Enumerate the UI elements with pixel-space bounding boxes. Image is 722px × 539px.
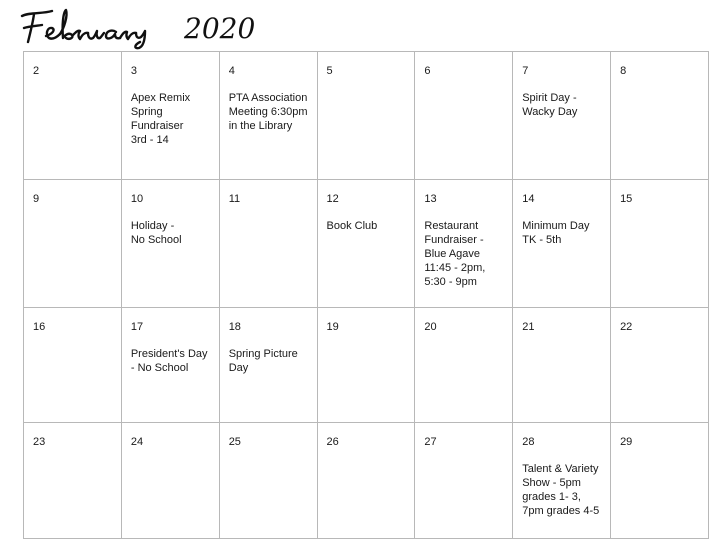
calendar-day-cell bbox=[219, 180, 317, 308]
day-number: 5 bbox=[326, 65, 333, 77]
day-event: Minimum Day TK - 5th bbox=[522, 220, 590, 246]
day-number: 16 bbox=[33, 321, 46, 333]
day-number: 29 bbox=[620, 436, 633, 448]
day-event: Book Club bbox=[326, 220, 378, 232]
calendar-day-cell bbox=[24, 308, 122, 423]
calendar-day-cell bbox=[415, 52, 513, 180]
calendar-day-cell bbox=[513, 180, 611, 308]
day-number: 22 bbox=[620, 321, 633, 333]
day-number: 23 bbox=[33, 436, 46, 448]
calendar-day-cell bbox=[121, 423, 219, 539]
day-number: 15 bbox=[620, 193, 633, 205]
day-number: 11 bbox=[228, 193, 241, 205]
day-number: 21 bbox=[522, 321, 535, 333]
calendar-day-cell bbox=[415, 308, 513, 423]
day-number: 19 bbox=[326, 321, 339, 333]
calendar-day-cell bbox=[317, 52, 415, 180]
day-event: Talent & Variety Show - 5pm grades 1- 3, 7pm grades 4-5 bbox=[522, 463, 600, 517]
day-number: 6 bbox=[424, 65, 431, 77]
day-number: 7 bbox=[522, 65, 529, 77]
day-number: 14 bbox=[522, 193, 535, 205]
day-event: President's Day - No School bbox=[130, 348, 208, 374]
day-number: 8 bbox=[620, 65, 627, 77]
calendar-day-cell bbox=[219, 52, 317, 180]
day-number: 13 bbox=[424, 193, 437, 205]
calendar-day-cell bbox=[121, 180, 219, 308]
calendar-day-cell bbox=[611, 180, 709, 308]
day-event: Spirit Day - Wacky Day bbox=[522, 92, 578, 118]
svg-text:2020: 2020 bbox=[184, 12, 256, 45]
calendar-day-cell bbox=[513, 423, 611, 539]
day-number: 17 bbox=[130, 321, 144, 333]
calendar-day-cell bbox=[219, 423, 317, 539]
calendar-day-cell bbox=[219, 308, 317, 423]
calendar-day-cell bbox=[24, 423, 122, 539]
day-number: 2 bbox=[33, 65, 40, 77]
day-event: Holiday - No School bbox=[130, 220, 182, 246]
calendar-day-cell bbox=[317, 180, 415, 308]
calendar-day-cell bbox=[121, 52, 219, 180]
calendar-day-cell bbox=[415, 180, 513, 308]
day-event: Apex Remix Spring Fundraiser 3rd - 14 bbox=[130, 92, 191, 146]
calendar-title bbox=[16, 2, 316, 50]
day-number: 18 bbox=[228, 321, 241, 333]
day-number: 25 bbox=[228, 436, 241, 448]
calendar-day-cell bbox=[415, 423, 513, 539]
calendar-day-cell bbox=[24, 52, 122, 180]
calendar-day-cell bbox=[513, 308, 611, 423]
handwritten-title-graphic bbox=[16, 2, 316, 50]
day-event: Restaurant Fundraiser - Blue Agave 11:45 - 2pm, 5:30 - 9pm bbox=[424, 220, 486, 288]
calendar-day-cell bbox=[121, 308, 219, 423]
calendar-week bbox=[24, 308, 709, 423]
day-number: 27 bbox=[424, 436, 437, 448]
day-number: 24 bbox=[130, 436, 144, 448]
day-number: 20 bbox=[424, 321, 437, 333]
day-number: 28 bbox=[522, 436, 535, 448]
calendar-day-cell bbox=[24, 180, 122, 308]
day-event: PTA Association Meeting 6:30pm in the Library bbox=[228, 92, 308, 132]
calendar-week bbox=[24, 180, 709, 308]
calendar-day-cell bbox=[611, 423, 709, 539]
day-number: 12 bbox=[326, 193, 339, 205]
calendar-grid bbox=[23, 51, 709, 539]
day-event: Spring Picture Day bbox=[228, 348, 298, 374]
calendar-day-cell bbox=[611, 52, 709, 180]
calendar-day-cell bbox=[611, 308, 709, 423]
day-number: 4 bbox=[228, 65, 235, 77]
calendar-day-cell bbox=[513, 52, 611, 180]
calendar-day-cell bbox=[317, 423, 415, 539]
calendar-week bbox=[24, 52, 709, 180]
day-number: 3 bbox=[130, 65, 137, 77]
calendar-week bbox=[24, 423, 709, 539]
day-number: 26 bbox=[326, 436, 339, 448]
day-number: 9 bbox=[33, 193, 40, 205]
day-number: 10 bbox=[130, 193, 144, 205]
calendar-day-cell bbox=[317, 308, 415, 423]
